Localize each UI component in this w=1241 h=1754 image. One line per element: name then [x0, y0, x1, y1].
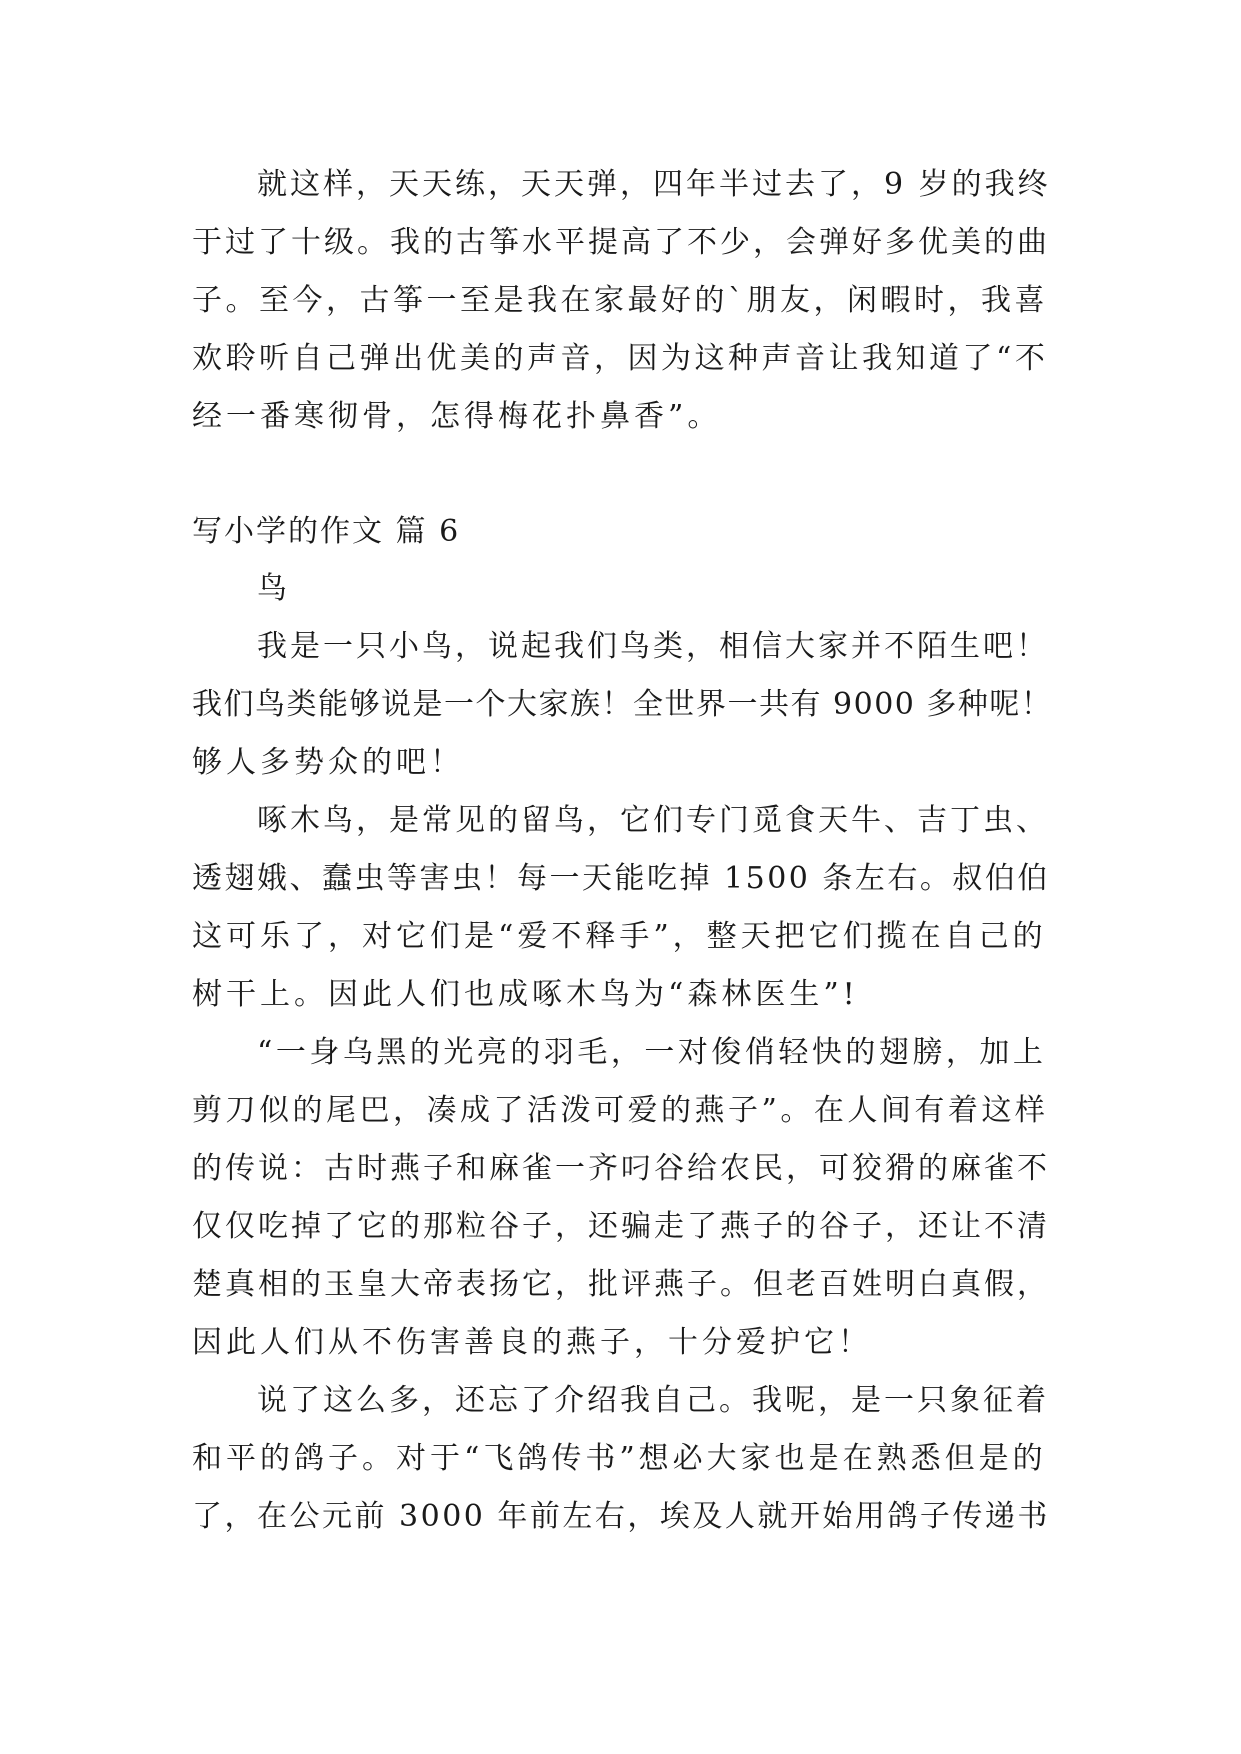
essay-title: 鸟	[257, 571, 291, 606]
text-line: 欢聆听自己弹出优美的声音，因为这种声音让我知道了“不	[192, 341, 1049, 376]
text-line: 就这样，天天练，天天弹，四年半过去了，9 岁的我终	[257, 167, 1051, 202]
text-line: 这可乐了，对它们是“爱不释手”，整天把它们揽在自己的	[192, 919, 1047, 954]
text-line: 仅仅吃掉了它的那粒谷子，还骗走了燕子的谷子，还让不清	[192, 1209, 1050, 1244]
text-line: 了，在公元前 3000 年前左右，埃及人就开始用鸽子传递书	[192, 1499, 1050, 1534]
text-line: 透翅娥、蠢虫等害虫！每一天能吃掉 1500 条左右。叔伯伯	[192, 861, 1050, 896]
text-line: 说了这么多，还忘了介绍我自己。我呢，是一只象征着	[257, 1383, 1049, 1418]
text-line: 因此人们从不伤害善良的燕子，十分爱护它！	[192, 1325, 872, 1360]
text-line: 我们鸟类能够说是一个大家族！全世界一共有 9000 多种呢！	[192, 687, 1053, 722]
text-line: 和平的鸽子。对于“飞鸽传书”想必大家也是在熟悉但是的	[192, 1441, 1047, 1476]
section-heading: 写小学的作文 篇 6	[192, 514, 461, 549]
text-line: 够人多势众的吧！	[192, 745, 464, 780]
text-line: 于过了十级。我的古筝水平提高了不少，会弹好多优美的曲	[192, 225, 1050, 260]
text-line: 啄木鸟，是常见的留鸟，它们专门觅食天牛、吉丁虫、	[257, 803, 1049, 838]
text-line: 楚真相的玉皇大帝表扬它，批评燕子。但老百姓明白真假，	[192, 1267, 1050, 1302]
text-line: 剪刀似的尾巴，凑成了活泼可爱的燕子”。在人间有着这样	[192, 1093, 1049, 1128]
text-line: 我是一只小鸟，说起我们鸟类，相信大家并不陌生吧！	[257, 629, 1049, 664]
text-line: 树干上。因此人们也成啄木鸟为“森林医生”!	[192, 977, 859, 1012]
text-line: 经一番寒彻骨，怎得梅花扑鼻香”。	[192, 399, 722, 434]
text-line: “一身乌黑的光亮的羽毛，一对俊俏轻快的翅膀，加上	[257, 1035, 1047, 1070]
text-line: 子。至今，古筝一至是我在家最好的`朋友，闲暇时，我喜	[192, 283, 1048, 318]
text-line: 的传说：古时燕子和麻雀一齐叼谷给农民，可狡猾的麻雀不	[192, 1151, 1050, 1186]
